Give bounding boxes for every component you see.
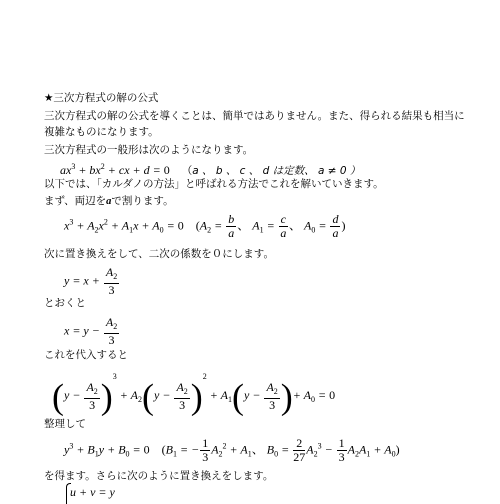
paragraph-further: を得ます。さらに次のように置き換えをします。 bbox=[44, 470, 274, 482]
equation-depressed: $y^3 + B_1y + B_0 = 0$ ($B_1$ = − $\frac{1}{3}$ $A_2^2 + A_1$、 $B_0$ = $\frac{2}{27}$ $A_2^3$ − $\frac{1}{3}$ $A_2A_1 + A_0$) bbox=[64, 436, 400, 464]
equation-general-cubic: $ax^3 + bx^2$ + cx + d = 0 （a 、 b 、 c 、 d は定数、 a ≠ 0 ） bbox=[60, 162, 361, 177]
equation-x-def: x = y − $\frac{A_2}{3}$ bbox=[64, 315, 118, 347]
paragraph-substitution: 次に置き換えをして、二次の係数を０にします。 bbox=[44, 248, 274, 260]
paragraph-divide bbox=[44, 195, 174, 208]
paragraph-cardano: 以下では、「カルダノの方法」と呼ばれる方法でこれを解いていきます。 bbox=[44, 178, 384, 190]
equation-normalized: $x^3 + A_2x^2 + A_1x + A_0 = 0$ ($A_2$ = $\frac{b}{a}$ 、 $A_1$ = $\frac{c}{a}$ 、 $A_0$ = $\frac{d}{a}$ ) bbox=[64, 212, 346, 240]
paragraph-substitute: これを代入すると bbox=[44, 349, 128, 361]
paragraph-then: とおくと bbox=[44, 297, 86, 309]
paragraph-general-form: 三次方程式の一般形は次のようになります。 bbox=[44, 144, 254, 156]
paragraph-divide-post: で割ります。 bbox=[111, 195, 174, 207]
equation-note: （ bbox=[181, 165, 193, 177]
paragraph-intro-1: 三次方程式の解の公式を導くことは、簡単ではありません。また、得られる結果も相当に bbox=[44, 110, 465, 122]
paragraph-intro-2: 複雑なものになります。 bbox=[44, 126, 159, 138]
equation-substituted: (y − $\frac{A_2}{3}$ )$^3 + A_2(y$ − $\frac{A_2}{3}$ )$^2 + A_1(y$ − $\frac{A_2}{3}$ )+ $A_0 = 0$ bbox=[52, 372, 336, 417]
section-title: ★三次方程式の解の公式 bbox=[44, 92, 159, 104]
equation-u-plus-v: u + v = y bbox=[70, 485, 115, 499]
paragraph-simplify: 整理して bbox=[44, 418, 86, 430]
equation-note-body: a 、 b 、 c 、 d は定数、 a ≠ 0 ） bbox=[192, 165, 361, 177]
paragraph-divide-var: a bbox=[106, 196, 112, 207]
equation-y-def: y = x + $\frac{A_2}{3}$ bbox=[64, 265, 118, 297]
paragraph-divide-pre: まず、両辺を bbox=[44, 195, 107, 207]
